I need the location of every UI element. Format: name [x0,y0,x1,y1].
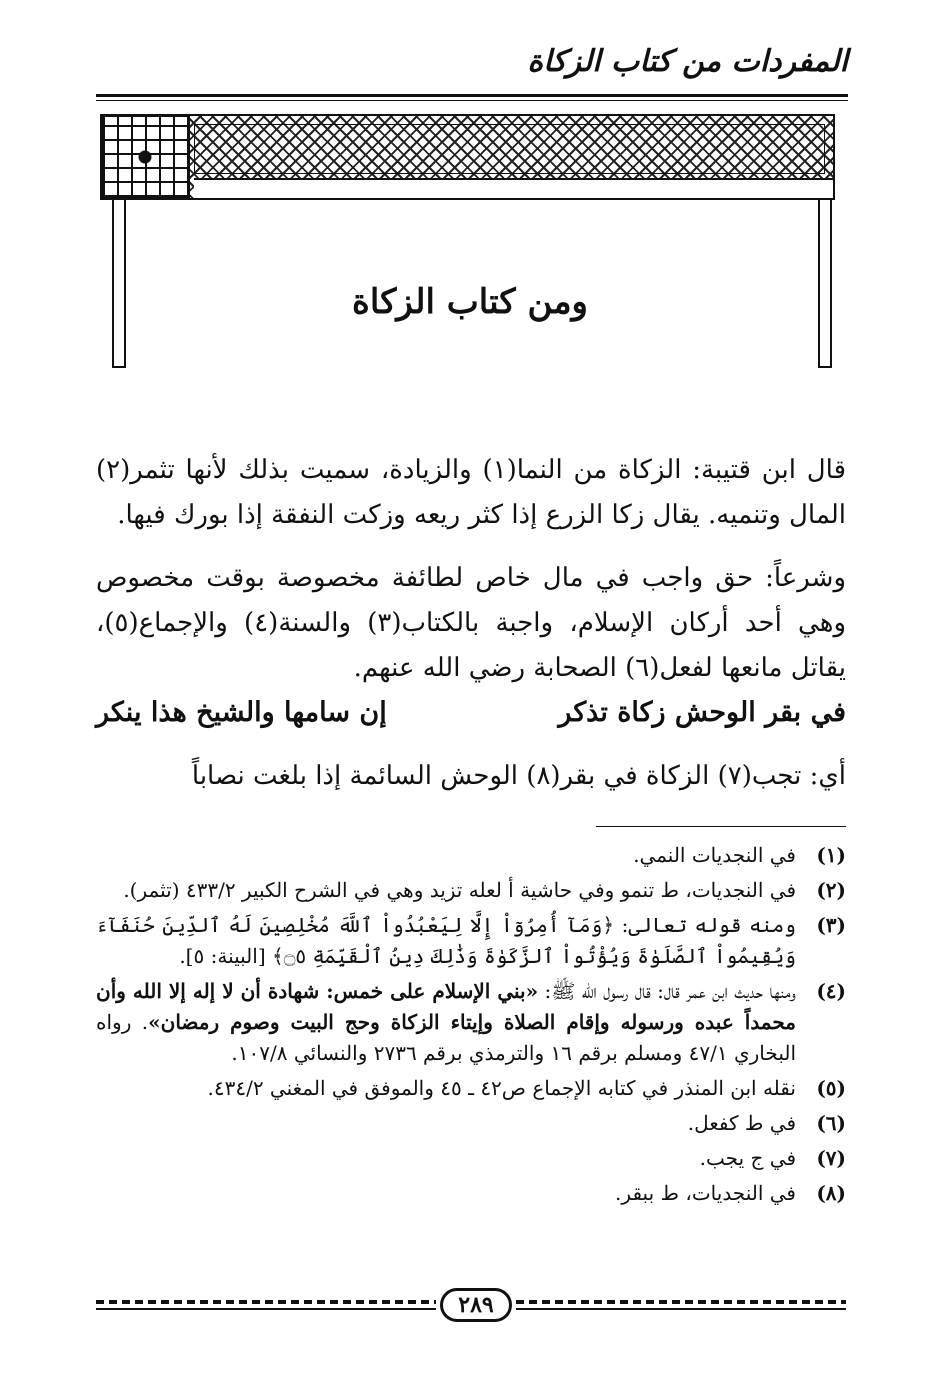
footnote-text: نقله ابن المنذر في كتابه الإجماع ص٤٢ ـ ٤٥ والموفق في المغني ٤٣٤/٢. [207,1076,796,1100]
footer-rule-left [96,1300,436,1304]
footnote-text: في النجديات، ط ببقر. [615,1181,796,1205]
footnote-text: في ج يجب. [699,1146,796,1170]
footer-rule-left-thin [96,1308,436,1310]
footer-rule-right-thin [516,1308,846,1310]
footer-rule-right [516,1300,846,1304]
hadith-quote: «بني الإسلام على خمس: شهادة أن لا إله إلا الله وأن محمداً عبده ورسوله وإقام الصلاة وإيتاء الزكاة وحج البيت وصوم رمضان» [96,979,796,1034]
footnote-text: ومنها حديث ابن عمر قال: قال رسول الله ﷺ: [538,979,796,1003]
footnote-number: (٣) [816,913,846,937]
footnote-number: (٢) [816,878,846,902]
footnote-citation: . رواه البخاري ٤٧/١ ومسلم برقم ١٦ والترمذي برقم ٢٧٣٦ والنسائي ١٠٧/٨. [96,1010,796,1065]
frame-pillar-right [818,200,832,368]
footnote-number: (٦) [816,1111,846,1135]
footnote-item [96,1108,846,1139]
footnote-text: ومنه قوله تعالى: ﴿وَمَآ أُمِرُوٓاْ إِلَّا لِيَعْبُدُواْ ٱللَّهَ مُخْلِصِينَ لَهُ ٱلدِّينَ حُنَفَآءَ وَيُقِيمُواْ ٱلصَّلَوٰةَ وَيُؤْتُواْ ٱلزَّكَوٰةَ وَذَٰلِكَ دِينُ ٱلْقَيِّمَةِ ۝٥﴾ [البينة: ٥]. [96,913,796,968]
footnote-number: (٨) [816,1181,846,1205]
footnote-item [96,840,846,871]
footnote-item [96,1178,846,1209]
footnote-separator [596,826,846,827]
header-rule [96,94,848,97]
footnote-item [96,875,846,906]
ornamental-corner-motif [100,114,190,200]
footnote-number: (٧) [816,1146,846,1170]
verse-hemistich-second: إن سامها والشيخ هذا ينكر [96,697,387,728]
ornamental-frame-band [100,114,835,200]
running-title: المفردات من كتاب الزكاة [527,44,848,79]
verse-hemistich-first: في بقر الوحش زكاة تذكر [558,697,846,728]
footnote-number: (١) [816,843,846,867]
poem-verse [96,690,846,735]
footnotes [96,840,846,1213]
footnote-item [96,976,846,1069]
footnote-text: في النجديات، ط تنمو وفي حاشية أ لعله تزيد وهي في الشرح الكبير ٤٣٣/٢ (تثمر). [123,878,796,902]
footnote-number: (٤) [816,979,846,1003]
body-paragraph-2: وشرعاً: حق واجب في مال خاص لطائفة مخصوصة بوقت مخصوص وهي أحد أركان الإسلام، واجبة بالكتاب(٣) والسنة(٤) والإجماع(٥)، يقاتل مانعها لفعل(٦) الصحابة رضي الله عنهم. [96,563,846,683]
frame-pillar-left [112,200,126,368]
footnote-number: (٥) [816,1076,846,1100]
body-paragraph-1: قال ابن قتيبة: الزكاة من النما(١) والزيادة، سميت بذلك لأنها تثمر(٢) المال وتنميه. يقال زكا الزرع إذا كثر ريعه وزكت النفقة إذا بورك فيها. [96,455,847,530]
footnote-item [96,910,846,972]
header-rule-thin [96,100,848,101]
footnote-item [96,1073,846,1104]
body-paragraph-3: أي: تجب(٧) الزكاة في بقر(٨) الوحش السائمة إذا بلغت نصاباً [191,761,846,791]
footnote-text: في النجديات النمي. [633,843,796,867]
chapter-title: ومن كتاب الزكاة [352,282,588,322]
footnote-item [96,1143,846,1174]
footnote-text: في ط كفعل. [687,1111,796,1135]
page-number: ٢٨٩ [440,1288,512,1322]
